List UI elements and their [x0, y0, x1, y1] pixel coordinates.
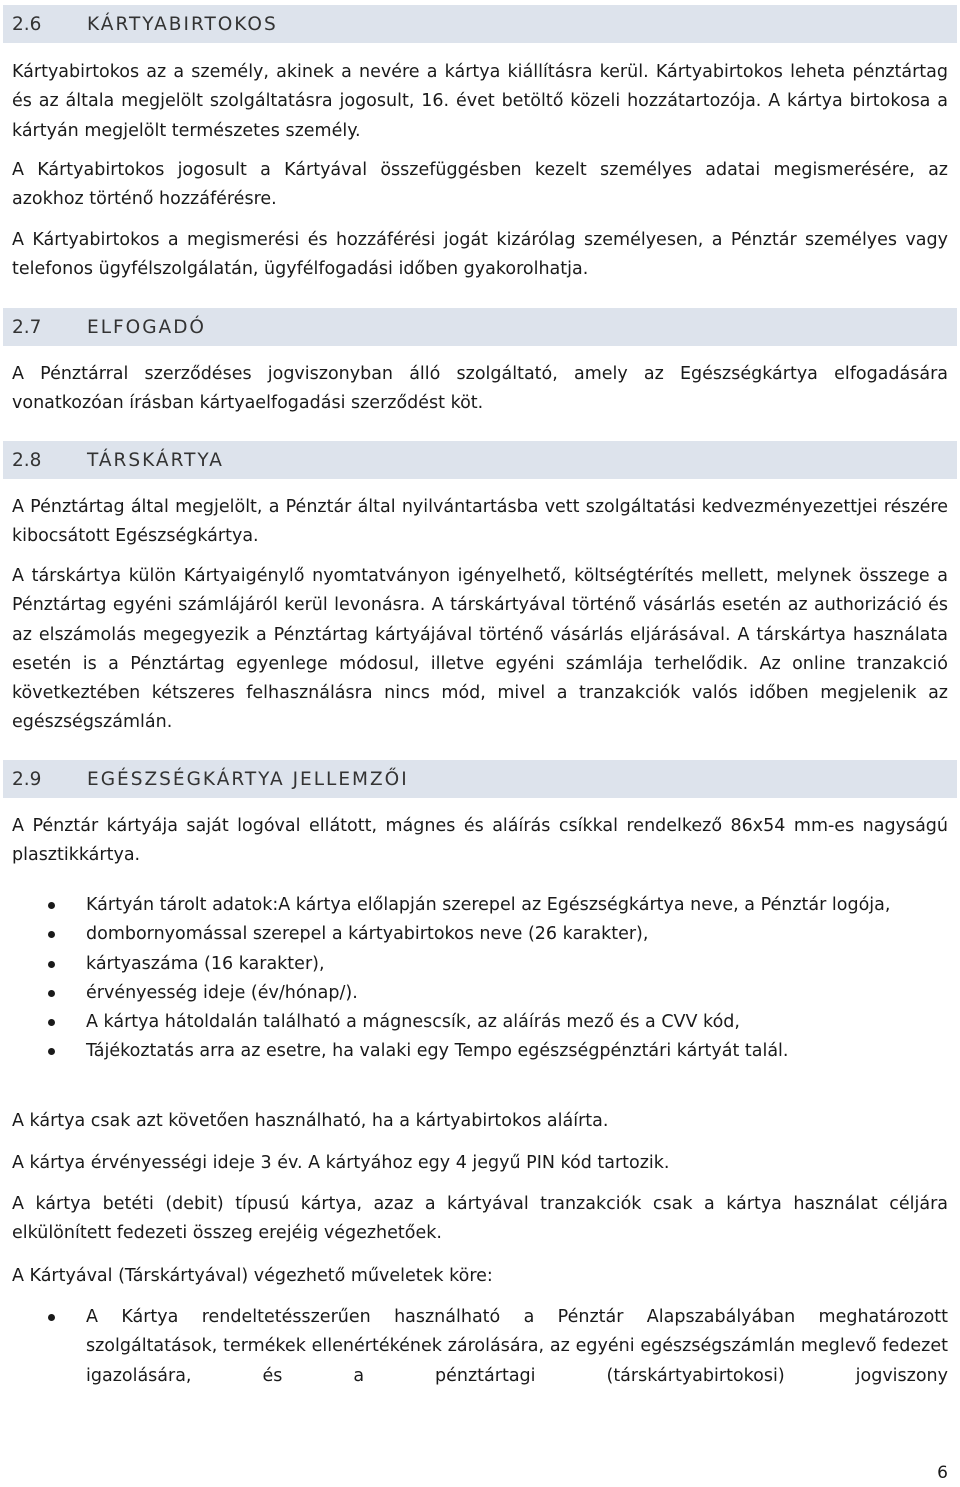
paragraph-cardholder-access: A Kártyabirtokos a megismerési és hozzáférési jogát kizárólag személyesen, a Pénztár személyes vagy telefonos ügyfélszolgálatán, ügyfélfogadási időben gyakorolhatja.	[12, 230, 948, 280]
list-item: érvényesség ideje (év/hónap/).	[0, 979, 948, 1008]
paragraph-validity-pin: A kártya érvényességi ideje 3 év. A kártyához egy 4 jegyű PIN kód tartozik.	[12, 1153, 670, 1173]
section-number: 2.7	[12, 316, 42, 338]
paragraph-companion-card-details: A társkártya külön Kártyaigénylő nyomtatványon igényelhető, költségtérítés mellett, melynek összege a Pénztártag egyéni számlájáról kerül levonásra. A társkártyával történő vásárlás esetén az authorizáció és az elszámolás megegyezik a Pénztártag kártyájával történő vásárlás eljárásával. A társkártya használata esetén is a Pénztártag egyenlege módosul, illetve egyéni számlája terhelődik. Az online tranzakció következtében kétszeres felhasználásra nincs mód, mivel a tranzakciók valós időben megjelenik az egészségszámlán.	[12, 566, 948, 733]
section-heading-2-6	[3, 5, 957, 43]
paragraph-cardholder-definition: Kártyabirtokos az a személy, akinek a nevére a kártya kiállításra kerül. Kártyabirtokos leheta pénztártag és az általa megjelölt szolgáltatásra jogosult, 16. évet betöltő közeli hozzátartozója. A kártya birtokosa a kártyán megjelölt természetes személy.	[12, 62, 948, 141]
bullet-icon	[48, 902, 55, 909]
section-heading-2-9	[3, 760, 957, 798]
list-item: A Kártya rendeltetésszerűen használható a Pénztár Alapszabályában meghatározott szolgáltatások, termékek ellenértékének zárolására, az egyéni egészségszámlán meglevő fedezet igazolására, és a pénztártagi (társkártyabirtokosi) jogviszony	[0, 1303, 948, 1391]
list-item: Tájékoztatás arra az esetre, ha valaki egy Tempo egészségpénztári kártyát talál.	[0, 1037, 948, 1066]
list-item: dombornyomással szerepel a kártyabirtokos neve (26 karakter),	[0, 920, 948, 949]
bullet-icon	[48, 1314, 55, 1321]
paragraph-operations-intro: A Kártyával (Társkártyával) végezhető műveletek köre:	[12, 1266, 493, 1286]
paragraph-signature-requirement: A kártya csak azt követően használható, ha a kártyabirtokos aláírta.	[12, 1111, 609, 1131]
section-title: ELFOGADÓ	[87, 316, 206, 338]
card-data-list	[0, 891, 960, 1067]
section-heading-2-8	[3, 441, 957, 479]
bullet-icon	[48, 990, 55, 997]
paragraph-debit-card: A kártya betéti (debit) típusú kártya, azaz a kártyával tranzakciók csak a kártya használat céljára elkülönített fedezeti összeg erejéig végezhetőek.	[12, 1194, 948, 1244]
section-title: KÁRTYABIRTOKOS	[87, 13, 278, 35]
list-item: Kártyán tárolt adatok:A kártya előlapján szerepel az Egészségkártya neve, a Pénztár logója,	[0, 891, 948, 920]
paragraph-card-description: A Pénztár kártyája saját logóval ellátott, mágnes és aláírás csíkkal rendelkező 86x54 mm-es nagyságú plasztikkártya.	[12, 816, 948, 866]
paragraph-companion-card: A Pénztártag által megjelölt, a Pénztár által nyilvántartásba vett szolgáltatási kedvezményezettjei részére kibocsátott Egészségkártya.	[12, 497, 948, 547]
paragraph-acceptor: A Pénztárral szerződéses jogviszonyban álló szolgáltató, amely az Egészségkártya elfogadására vonatkozóan írásban kártyaelfogadási szerződést köt.	[12, 364, 948, 414]
bullet-icon	[48, 961, 55, 968]
list-item: A kártya hátoldalán található a mágnescsík, az aláírás mező és a CVV kód,	[0, 1008, 948, 1037]
section-number: 2.8	[12, 449, 42, 471]
page-number: 6	[937, 1463, 948, 1483]
section-number: 2.6	[12, 13, 42, 35]
bullet-icon	[48, 1048, 55, 1055]
section-title: TÁRSKÁRTYA	[87, 449, 224, 471]
section-number: 2.9	[12, 768, 42, 790]
bullet-icon	[48, 1019, 55, 1026]
section-title: EGÉSZSÉGKÁRTYA JELLEMZŐI	[87, 768, 409, 790]
bullet-icon	[48, 931, 55, 938]
operations-list	[0, 1303, 960, 1391]
paragraph-cardholder-data-rights: A Kártyabirtokos jogosult a Kártyával összefüggésben kezelt személyes adatai megismerésére, az azokhoz történő hozzáférésre.	[12, 160, 948, 210]
section-heading-2-7	[3, 308, 957, 346]
list-item: kártyaszáma (16 karakter),	[0, 950, 948, 979]
